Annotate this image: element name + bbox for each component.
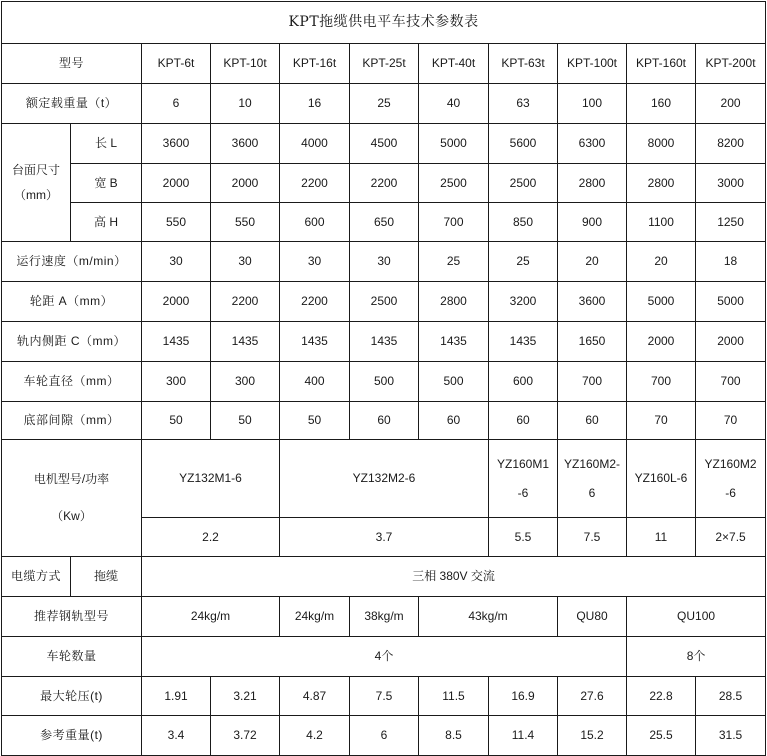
spec-table <box>1 1 766 756</box>
value-cell: 5000 <box>419 124 489 164</box>
value-cell: 8200 <box>696 124 766 164</box>
label-platform-unit: （mm） <box>14 187 58 202</box>
value-cell: 900 <box>558 203 627 242</box>
value-cell: 160 <box>627 84 696 124</box>
value-cell: 3000 <box>696 164 766 203</box>
label-model: 型号 <box>2 44 142 84</box>
motor-model-cell: YZ132M1-6 <box>142 440 280 518</box>
label-wheelbase: 轮距 A（mm） <box>2 282 142 322</box>
row-ref-weight <box>2 716 766 756</box>
row-speed <box>2 242 766 282</box>
row-height <box>2 203 766 242</box>
motor-model-cell <box>558 440 627 518</box>
label-width: 宽 B <box>71 164 142 203</box>
label-motor-unit: （Kw） <box>51 509 92 523</box>
value-cell: 700 <box>627 362 696 402</box>
value-cell: 20 <box>558 242 627 282</box>
value-cell: 2500 <box>419 164 489 203</box>
value-cell: 1250 <box>696 203 766 242</box>
value-cell: 1.91 <box>142 677 211 716</box>
value-cell: 2000 <box>211 164 280 203</box>
label-wheel-count: 车轮数量 <box>2 637 142 677</box>
model-cell: KPT-25t <box>350 44 419 84</box>
motor-model-line: YZ160M2 <box>704 456 757 471</box>
label-clearance: 底部间隙（mm） <box>2 402 142 440</box>
value-cell: 700 <box>558 362 627 402</box>
value-cell: 600 <box>280 203 350 242</box>
value-cell: 3600 <box>211 124 280 164</box>
rail-cell: QU80 <box>558 597 627 637</box>
label-rail: 推荐钢轨型号 <box>2 597 142 637</box>
value-cell: 1435 <box>142 322 211 362</box>
value-cell: 27.6 <box>558 677 627 716</box>
cable-value: 三相 380V 交流 <box>142 557 766 597</box>
value-cell: 25 <box>489 242 558 282</box>
value-cell: 20 <box>627 242 696 282</box>
value-cell: 650 <box>350 203 419 242</box>
value-cell: 30 <box>350 242 419 282</box>
motor-model-cell <box>489 440 558 518</box>
motor-model-line: YZ160M1 <box>496 456 550 471</box>
spec-sheet <box>1 1 765 754</box>
value-cell: 10 <box>211 84 280 124</box>
label-platform-size <box>2 124 71 242</box>
value-cell: 11.5 <box>419 677 489 716</box>
motor-model-cell <box>696 440 766 518</box>
row-wheelbase <box>2 282 766 322</box>
motor-model-line: 6 <box>588 485 596 500</box>
value-cell: 3.4 <box>142 716 211 756</box>
rail-cell: 43kg/m <box>419 597 558 637</box>
value-cell: 70 <box>627 402 696 440</box>
rail-cell: 24kg/m <box>142 597 280 637</box>
value-cell: 1435 <box>419 322 489 362</box>
row-rail-gauge <box>2 322 766 362</box>
row-motor-model <box>2 440 766 518</box>
value-cell: 100 <box>558 84 627 124</box>
value-cell: 4500 <box>350 124 419 164</box>
label-rated-load: 额定载重量（t） <box>2 84 142 124</box>
value-cell: 2200 <box>350 164 419 203</box>
value-cell: 5000 <box>696 282 766 322</box>
model-cell: KPT-200t <box>696 44 766 84</box>
value-cell: 1100 <box>627 203 696 242</box>
value-cell: 60 <box>558 402 627 440</box>
row-cable <box>2 557 766 597</box>
label-cable-type: 拖缆 <box>71 557 142 597</box>
motor-model-line: YZ160M2- <box>563 456 621 471</box>
row-width <box>2 164 766 203</box>
motor-model-cell: YZ160L-6 <box>627 440 696 518</box>
motor-model-line: -6 <box>725 485 736 500</box>
value-cell: 3.21 <box>211 677 280 716</box>
motor-power-cell: 3.7 <box>280 518 489 557</box>
value-cell: 2500 <box>350 282 419 322</box>
value-cell: 2000 <box>142 282 211 322</box>
label-cable: 电缆方式 <box>2 557 71 597</box>
label-motor-cell <box>2 440 142 557</box>
row-length <box>2 124 766 164</box>
label-wheel-diameter: 车轮直径（mm） <box>2 362 142 402</box>
value-cell: 16 <box>280 84 350 124</box>
model-cell: KPT-10t <box>211 44 280 84</box>
model-cell: KPT-6t <box>142 44 211 84</box>
value-cell: 700 <box>419 203 489 242</box>
value-cell: 15.2 <box>558 716 627 756</box>
row-rail <box>2 597 766 637</box>
motor-power-cell: 5.5 <box>489 518 558 557</box>
value-cell: 6300 <box>558 124 627 164</box>
motor-power-cell: 2.2 <box>142 518 280 557</box>
value-cell: 6 <box>350 716 419 756</box>
value-cell: 30 <box>280 242 350 282</box>
value-cell: 850 <box>489 203 558 242</box>
motor-power-cell: 11 <box>627 518 696 557</box>
value-cell: 16.9 <box>489 677 558 716</box>
row-wheel-count <box>2 637 766 677</box>
value-cell: 60 <box>489 402 558 440</box>
row-model <box>2 44 766 84</box>
value-cell: 1435 <box>489 322 558 362</box>
value-cell: 300 <box>142 362 211 402</box>
value-cell: 28.5 <box>696 677 766 716</box>
model-cell: KPT-63t <box>489 44 558 84</box>
value-cell: 4.87 <box>280 677 350 716</box>
value-cell: 31.5 <box>696 716 766 756</box>
rail-cell: 24kg/m <box>280 597 350 637</box>
table-title: KPT拖缆供电平车技术参数表 <box>2 2 766 44</box>
value-cell: 30 <box>211 242 280 282</box>
wheel-count-cell: 4个 <box>142 637 627 677</box>
value-cell: 2800 <box>419 282 489 322</box>
value-cell: 8000 <box>627 124 696 164</box>
label-rail-gauge: 轨内侧距 C（mm） <box>2 322 142 362</box>
value-cell: 2200 <box>211 282 280 322</box>
rail-cell: QU100 <box>627 597 766 637</box>
value-cell: 6 <box>142 84 211 124</box>
motor-power-cell: 7.5 <box>558 518 627 557</box>
value-cell: 18 <box>696 242 766 282</box>
value-cell: 50 <box>142 402 211 440</box>
label-height: 高 H <box>71 203 142 242</box>
motor-power-cell: 2×7.5 <box>696 518 766 557</box>
label-ref-weight: 参考重量(t) <box>2 716 142 756</box>
label-max-pressure: 最大轮压(t) <box>2 677 142 716</box>
label-motor: 电机型号/功率 <box>33 472 110 486</box>
value-cell: 700 <box>696 362 766 402</box>
model-cell: KPT-160t <box>627 44 696 84</box>
value-cell: 500 <box>350 362 419 402</box>
value-cell: 5000 <box>627 282 696 322</box>
row-wheel-diameter <box>2 362 766 402</box>
value-cell: 3200 <box>489 282 558 322</box>
value-cell: 30 <box>142 242 211 282</box>
value-cell: 400 <box>280 362 350 402</box>
value-cell: 25 <box>419 242 489 282</box>
value-cell: 550 <box>211 203 280 242</box>
title-row <box>2 2 766 44</box>
value-cell: 60 <box>419 402 489 440</box>
value-cell: 2800 <box>558 164 627 203</box>
value-cell: 1435 <box>211 322 280 362</box>
value-cell: 2500 <box>489 164 558 203</box>
value-cell: 2000 <box>627 322 696 362</box>
wheel-count-cell: 8个 <box>627 637 766 677</box>
value-cell: 2000 <box>142 164 211 203</box>
value-cell: 11.4 <box>489 716 558 756</box>
value-cell: 550 <box>142 203 211 242</box>
model-cell: KPT-16t <box>280 44 350 84</box>
value-cell: 2200 <box>280 164 350 203</box>
value-cell: 2800 <box>627 164 696 203</box>
value-cell: 3600 <box>558 282 627 322</box>
value-cell: 4.2 <box>280 716 350 756</box>
value-cell: 8.5 <box>419 716 489 756</box>
value-cell: 60 <box>350 402 419 440</box>
value-cell: 300 <box>211 362 280 402</box>
value-cell: 500 <box>419 362 489 402</box>
value-cell: 2000 <box>696 322 766 362</box>
model-cell: KPT-40t <box>419 44 489 84</box>
motor-model-line: -6 <box>517 485 529 500</box>
value-cell: 50 <box>280 402 350 440</box>
value-cell: 200 <box>696 84 766 124</box>
row-max-pressure <box>2 677 766 716</box>
value-cell: 25.5 <box>627 716 696 756</box>
rail-cell: 38kg/m <box>350 597 419 637</box>
value-cell: 3600 <box>142 124 211 164</box>
value-cell: 2200 <box>280 282 350 322</box>
model-cell: KPT-100t <box>558 44 627 84</box>
value-cell: 25 <box>350 84 419 124</box>
label-platform: 台面尺寸 <box>11 162 60 177</box>
value-cell: 600 <box>489 362 558 402</box>
label-speed: 运行速度（m/min） <box>2 242 142 282</box>
value-cell: 4000 <box>280 124 350 164</box>
row-rated-load <box>2 84 766 124</box>
row-clearance <box>2 402 766 440</box>
value-cell: 3.72 <box>211 716 280 756</box>
label-length: 长 L <box>71 124 142 164</box>
motor-model-cell: YZ132M2-6 <box>280 440 489 518</box>
value-cell: 22.8 <box>627 677 696 716</box>
value-cell: 7.5 <box>350 677 419 716</box>
value-cell: 5600 <box>489 124 558 164</box>
value-cell: 50 <box>211 402 280 440</box>
value-cell: 63 <box>489 84 558 124</box>
value-cell: 1435 <box>280 322 350 362</box>
value-cell: 1435 <box>350 322 419 362</box>
value-cell: 40 <box>419 84 489 124</box>
value-cell: 1650 <box>558 322 627 362</box>
value-cell: 70 <box>696 402 766 440</box>
